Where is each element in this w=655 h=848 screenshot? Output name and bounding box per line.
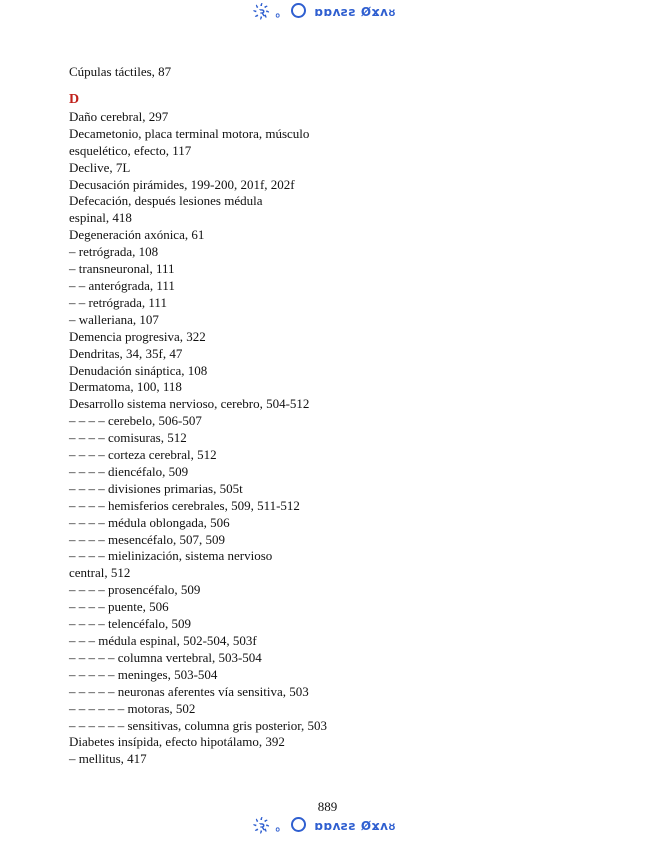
index-entry: – – – – – meninges, 503-504 (69, 666, 218, 682)
index-entry: – – – – divisiones primarias, 505t (69, 480, 243, 496)
watermark-left-text: ꝛ҉ ｡ (259, 819, 283, 833)
index-entry: Dermatoma, 100, 118 (69, 379, 182, 395)
index-entry: Demencia progresiva, 322 (69, 328, 206, 344)
index-entry: – retrógrada, 108 (69, 244, 159, 260)
index-entry: – – – – puente, 506 (69, 599, 169, 615)
index-entry: – – – – diencéfalo, 509 (69, 463, 189, 479)
index-entry: Daño cerebral, 297 (69, 108, 169, 124)
index-entry: Desarrollo sistema nervioso, cerebro, 504-512 (69, 396, 310, 412)
index-entry: Diabetes insípida, efecto hipotálamo, 392 (69, 734, 285, 750)
index-entry: – – – – médula oblongada, 506 (69, 514, 230, 530)
index-entry: – mellitus, 417 (69, 751, 147, 767)
index-entry: – – – – telencéfalo, 509 (69, 616, 192, 632)
index-entry: Decametonio, placa terminal motora, músculo (69, 125, 310, 141)
index-entry: – – – – cerebelo, 506-507 (69, 413, 202, 429)
index-entry: – – – – – – motoras, 502 (69, 700, 196, 716)
index-column (69, 64, 489, 768)
index-entry: Denudación sináptica, 108 (69, 362, 208, 378)
watermark-top (0, 3, 655, 20)
section-letter: D (69, 91, 80, 107)
watermark-right-text: ɒɒʌꙅƨ ʘ̸ϫʌᴕ (314, 819, 396, 833)
index-entry: – – – – corteza cerebral, 512 (69, 447, 217, 463)
index-entry: – – – – – – sensitivas, columna gris posterior, 503 (69, 717, 328, 733)
index-entry: – – – – comisuras, 512 (69, 430, 187, 446)
index-entry: – – – médula espinal, 502-504, 503f (69, 633, 257, 648)
index-entry: – – – – mielinización, sistema nervioso (69, 548, 273, 564)
index-entry: – transneuronal, 111 (69, 261, 175, 277)
index-entry: central, 512 (69, 565, 131, 581)
index-entry: Declive, 7L (69, 159, 131, 175)
index-entry: – – – – prosencéfalo, 509 (69, 582, 201, 598)
watermark-circle-icon (291, 3, 306, 18)
index-entry: Dendritas, 34, 35f, 47 (69, 345, 183, 361)
page-number: 889 (317, 799, 338, 814)
index-entry: Defecación, después lesiones médula (69, 193, 263, 209)
index-entry: – – – – – neuronas aferentes vía sensitiva, 503 (69, 683, 309, 699)
watermark-circle-icon (291, 817, 306, 832)
index-entry: espinal, 418 (69, 210, 132, 226)
index-entry: Degeneración axónica, 61 (69, 227, 205, 243)
index-entry: – – – – mesencéfalo, 507, 509 (69, 531, 225, 547)
index-entries (69, 109, 489, 768)
watermark-left-text: ꝛ҉ ｡ (259, 5, 283, 19)
index-entry: – walleriana, 107 (69, 311, 159, 327)
index-entry: – – – – – columna vertebral, 503-504 (69, 649, 262, 665)
index-entry: esquelético, efecto, 117 (69, 142, 192, 158)
index-entry-lead: Cúpulas táctiles, 87 (69, 64, 172, 79)
watermark-right-text: ɒɒʌꙅƨ ʘ̸ϫʌᴕ (314, 5, 396, 19)
index-entry: – – anterógrada, 111 (69, 277, 175, 293)
index-entry: Decusación pirámides, 199-200, 201f, 202f (69, 176, 295, 192)
watermark-bottom (0, 817, 655, 834)
index-entry: – – retrógrada, 111 (69, 294, 167, 310)
index-entry: – – – – hemisferios cerebrales, 509, 511-512 (69, 497, 300, 513)
